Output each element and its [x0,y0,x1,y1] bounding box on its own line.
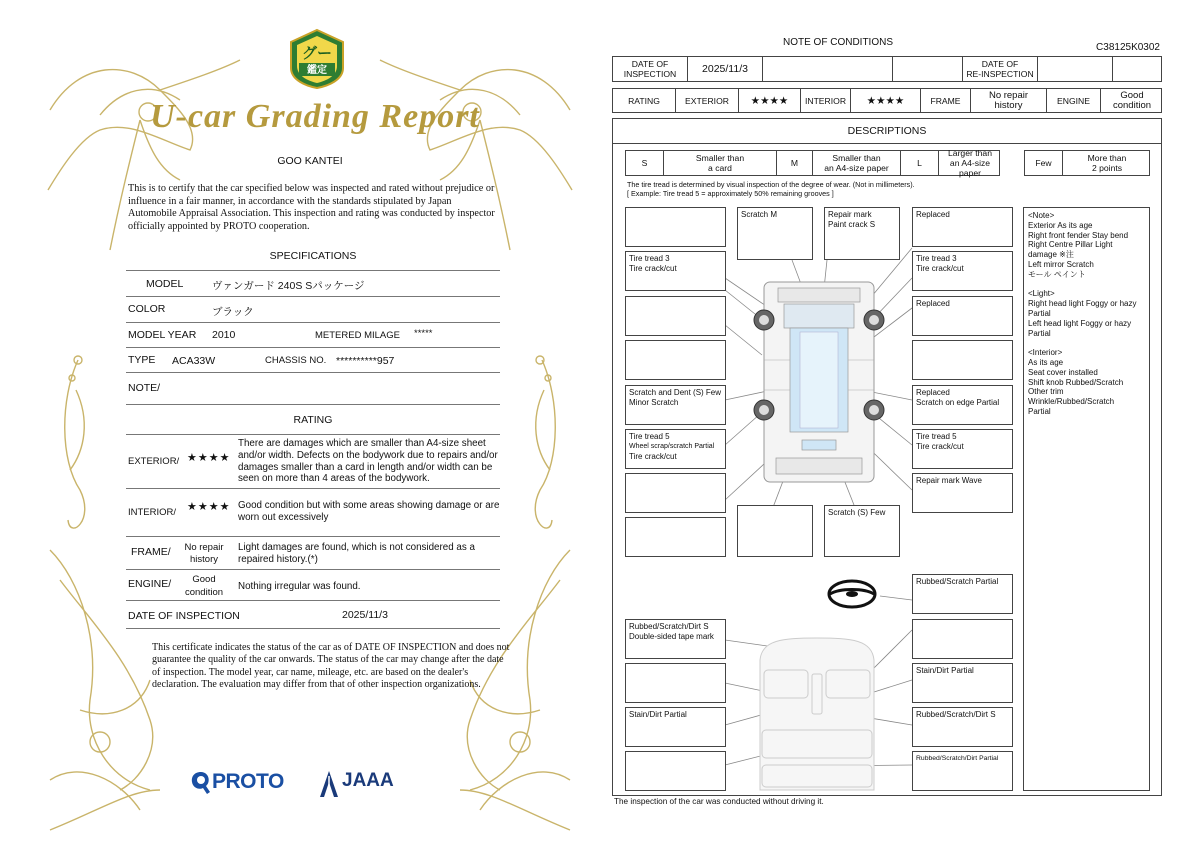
note-box [625,473,726,513]
jaaa-logo-icon [318,770,340,798]
divider [126,569,500,570]
legend-s: S [626,151,664,175]
svg-text:グー: グー [301,44,333,62]
divider [126,347,500,348]
goo-kantei-badge-icon [288,28,346,90]
interior-description: Good condition but with some areas showing damage or are worn out excessively [238,500,500,523]
note-line: Shift knob Rubbed/Scratch [1028,377,1124,387]
note-line: <Note> [1028,211,1055,220]
empty-cell [893,57,963,81]
exterior-description: There are damages which are smaller than A4-size sheet and/or width. Defects on the bodywork due to repairs and/or damages smaller than a card in length and/or width can be seen on more than 4 areas of the bodywork. [238,438,498,485]
legend-s-desc: Smaller than a card [664,151,777,175]
note-box-left-rear-tire: Tire tread 5 Wheel scrap/scratch Partial Tire crack/cut [625,429,726,469]
engine-value-1: Good [192,574,216,585]
divider [126,270,500,271]
note-box [625,340,726,380]
legend-few: Few [1025,151,1063,175]
note-line: Wrinkle/Rubbed/Scratch [1028,397,1115,407]
note-box-right-repair-wave: Repair mark Wave [912,473,1013,513]
proto-logo-icon [190,770,212,796]
note-box-interior-left-1: Rubbed/Scratch/Dirt S Double-sided tape mark [625,619,726,659]
note-box-bottom-scratch: Scratch (S) Few [824,505,900,557]
note-line [1028,280,1145,290]
note-line: Right Centre Pillar Light [1028,240,1113,250]
chassis-value: **********957 [336,355,395,367]
exterior-stars: ★★★★ [739,89,801,112]
svg-text:鑑定: 鑑定 [307,65,327,76]
metered-milage-label: METERED MILAGE [315,330,400,341]
divider [126,600,500,601]
divider [126,434,500,435]
frame-description: Light damages are found, which is not considered as a repaired history.(*) [238,542,475,565]
note-line: Right front fender Stay bend [1028,230,1129,240]
note-line: Other trim [1028,387,1064,397]
inspection-disclaimer: The inspection of the car was conducted without driving it. [614,797,824,806]
note-box [912,619,1013,659]
note-line: Left mirror Scratch [1028,259,1094,269]
note-line: Partial [1028,406,1051,416]
frame-label: FRAME/ [131,546,171,558]
engine-header: ENGINE [1047,89,1101,112]
empty-cell [763,57,893,81]
certificate-subtitle: GOO KANTEI [277,155,343,167]
note-box-left-scratch: Scratch and Dent (S) Few Minor Scratch [625,385,726,425]
certificate-title: U-car Grading Report [150,98,480,135]
model-label: MODEL [146,278,184,290]
engine-value-2: condition [184,587,224,598]
note-line: Right head light Foggy or hazy [1028,299,1137,309]
note-box [625,663,726,703]
interior-stars: ★★★★ [187,501,231,513]
date-of-inspection-value: 2025/11/3 [342,609,388,621]
size-legend [625,150,1000,176]
jaaa-logo: JAAA [342,770,394,791]
interior-stars: ★★★★ [851,89,921,112]
note-box [625,517,726,557]
car-top-view-icon [754,282,884,482]
exterior-label: EXTERIOR/ [128,456,180,467]
note-line: Partial [1028,328,1051,338]
interior-label: INTERIOR/ [128,507,177,518]
exterior-stars: ★★★★ [187,452,231,464]
ornamental-frame [40,20,580,832]
condition-notes-panel [1023,207,1150,791]
grading-certificate [40,20,580,832]
note-box-interior-left-stain: Stain/Dirt Partial [625,707,726,747]
note-label: NOTE/ [128,382,161,394]
sheet-code: C38125K0302 [1096,42,1160,53]
note-box-top-repair: Repair mark Paint crack S [824,207,900,260]
note-box-right-front-tire: Tire tread 3 Tire crack/cut [912,251,1013,291]
date-of-inspection-label: DATE OF INSPECTION [128,610,240,622]
divider [126,296,500,297]
note-line: As its age [1028,357,1064,367]
divider [126,536,500,537]
note-line: <Light> [1028,289,1055,299]
note-box [625,296,726,336]
type-label: TYPE [128,354,156,366]
frame-value-1: No repair [184,542,224,553]
note-box [912,340,1013,380]
certificate-intro: This is to certify that the car specified below was inspected and rated without prejudice or influence in a fair manner, in accordance with the standards stipulated by Japan Automobile Appraisal Association. This inspection and rating was conducted by inspector officially appointed by PROTO cooperation. [128,183,495,232]
interior-header: INTERIOR [801,89,851,112]
empty-cell [1113,57,1163,81]
date-of-inspection-value: 2025/11/3 [688,57,763,81]
date-of-reinspection-value [1038,57,1113,81]
divider [126,322,500,323]
model-value: ヴァンガード 240S Sパッケージ [212,280,365,292]
rating-row [612,88,1162,113]
note-box-right-replaced-2: Replaced [912,296,1013,336]
frame-value-2: history [190,554,218,565]
date-row [612,56,1162,82]
note-box [625,751,726,791]
color-value: ブラック [212,306,254,318]
model-year-label: MODEL YEAR [128,329,197,341]
legend-l: L [901,151,939,175]
few-legend [1024,150,1150,176]
car-interior-icon [760,638,874,790]
chassis-label: CHASSIS NO. [265,355,327,366]
legend-few-desc: More than 2 points [1087,153,1127,173]
note-line [1028,338,1145,348]
tire-tread-note: The tire tread is determined by visual inspection of the degree of wear. (Not in millimeters). [ Example: Tire tread 5 = approximately 50% remaining grooves ] [627,180,915,198]
divider [126,488,500,489]
note-line: Exterior As its age [1028,220,1093,230]
note-line: Left head light Foggy or hazy [1028,318,1132,328]
exterior-header: EXTERIOR [676,89,739,112]
date-of-inspection-header: DATE OF INSPECTION [613,57,688,81]
divider [126,372,500,373]
engine-label: ENGINE/ [128,578,172,590]
frame-value: No repair history [971,89,1047,112]
note-box [625,207,726,247]
model-year-value: 2010 [212,329,236,341]
color-label: COLOR [128,303,166,315]
note-line: Partial [1028,308,1051,318]
note-box-steering: Rubbed/Scratch Partial [912,574,1013,614]
note-box-top-scratch: Scratch M [737,207,813,260]
metered-milage-value: ***** [414,328,433,339]
legend-l-desc: Larger than an A4-size paper [948,148,992,178]
proto-logo: PROTO [212,770,284,793]
note-line: Seat cover installed [1028,367,1098,377]
engine-value: Good condition [1112,89,1152,111]
note-box-right-replaced: Replaced [912,207,1013,247]
note-box-interior-right-rubbed: Rubbed/Scratch/Dirt S [912,707,1013,747]
steering-wheel-icon [829,581,875,607]
note-box-right-rear-tire: Tire tread 5 Tire crack/cut [912,429,1013,469]
note-box-left-front-tire: Tire tread 3 Tire crack/cut [625,251,726,291]
specifications-title: SPECIFICATIONS [269,250,357,262]
note-box-interior-right-stain: Stain/Dirt Partial [912,663,1013,703]
date-of-reinspection-header: DATE OF RE-INSPECTION [963,57,1038,81]
engine-description: Nothing irregular was found. [238,581,361,592]
note-line: モール ペイント [1028,269,1086,279]
legend-m: M [777,151,813,175]
divider [126,628,500,629]
divider [126,404,500,405]
type-value: ACA33W [172,355,216,367]
legend-m-desc: Smaller than an A4-size paper [813,151,901,175]
rating-header: RATING [613,89,676,112]
descriptions-title: DESCRIPTIONS [612,118,1162,144]
note-box [737,505,813,557]
note-line: <Interior> [1028,348,1063,358]
note-box-interior-right-rubbed-2: Rubbed/Scratch/Dirt Partial [912,751,1013,791]
note-line: damage ※注 [1028,250,1074,260]
rating-title: RATING [293,414,333,426]
note-box-right-scratch-edge: Replaced Scratch on edge Partial [912,385,1013,425]
sheet-title: NOTE OF CONDITIONS [783,37,893,48]
frame-header: FRAME [921,89,971,112]
certificate-footer: This certificate indicates the status of the car as of DATE OF INSPECTION and does not guarantee the quality of the car onwards. The status of the car may change after the date of inspection. The model year, car name, mileage, etc. are based on the dealer's declaration. The evaluation may differ from that of other inspection organizations. [152,642,510,690]
